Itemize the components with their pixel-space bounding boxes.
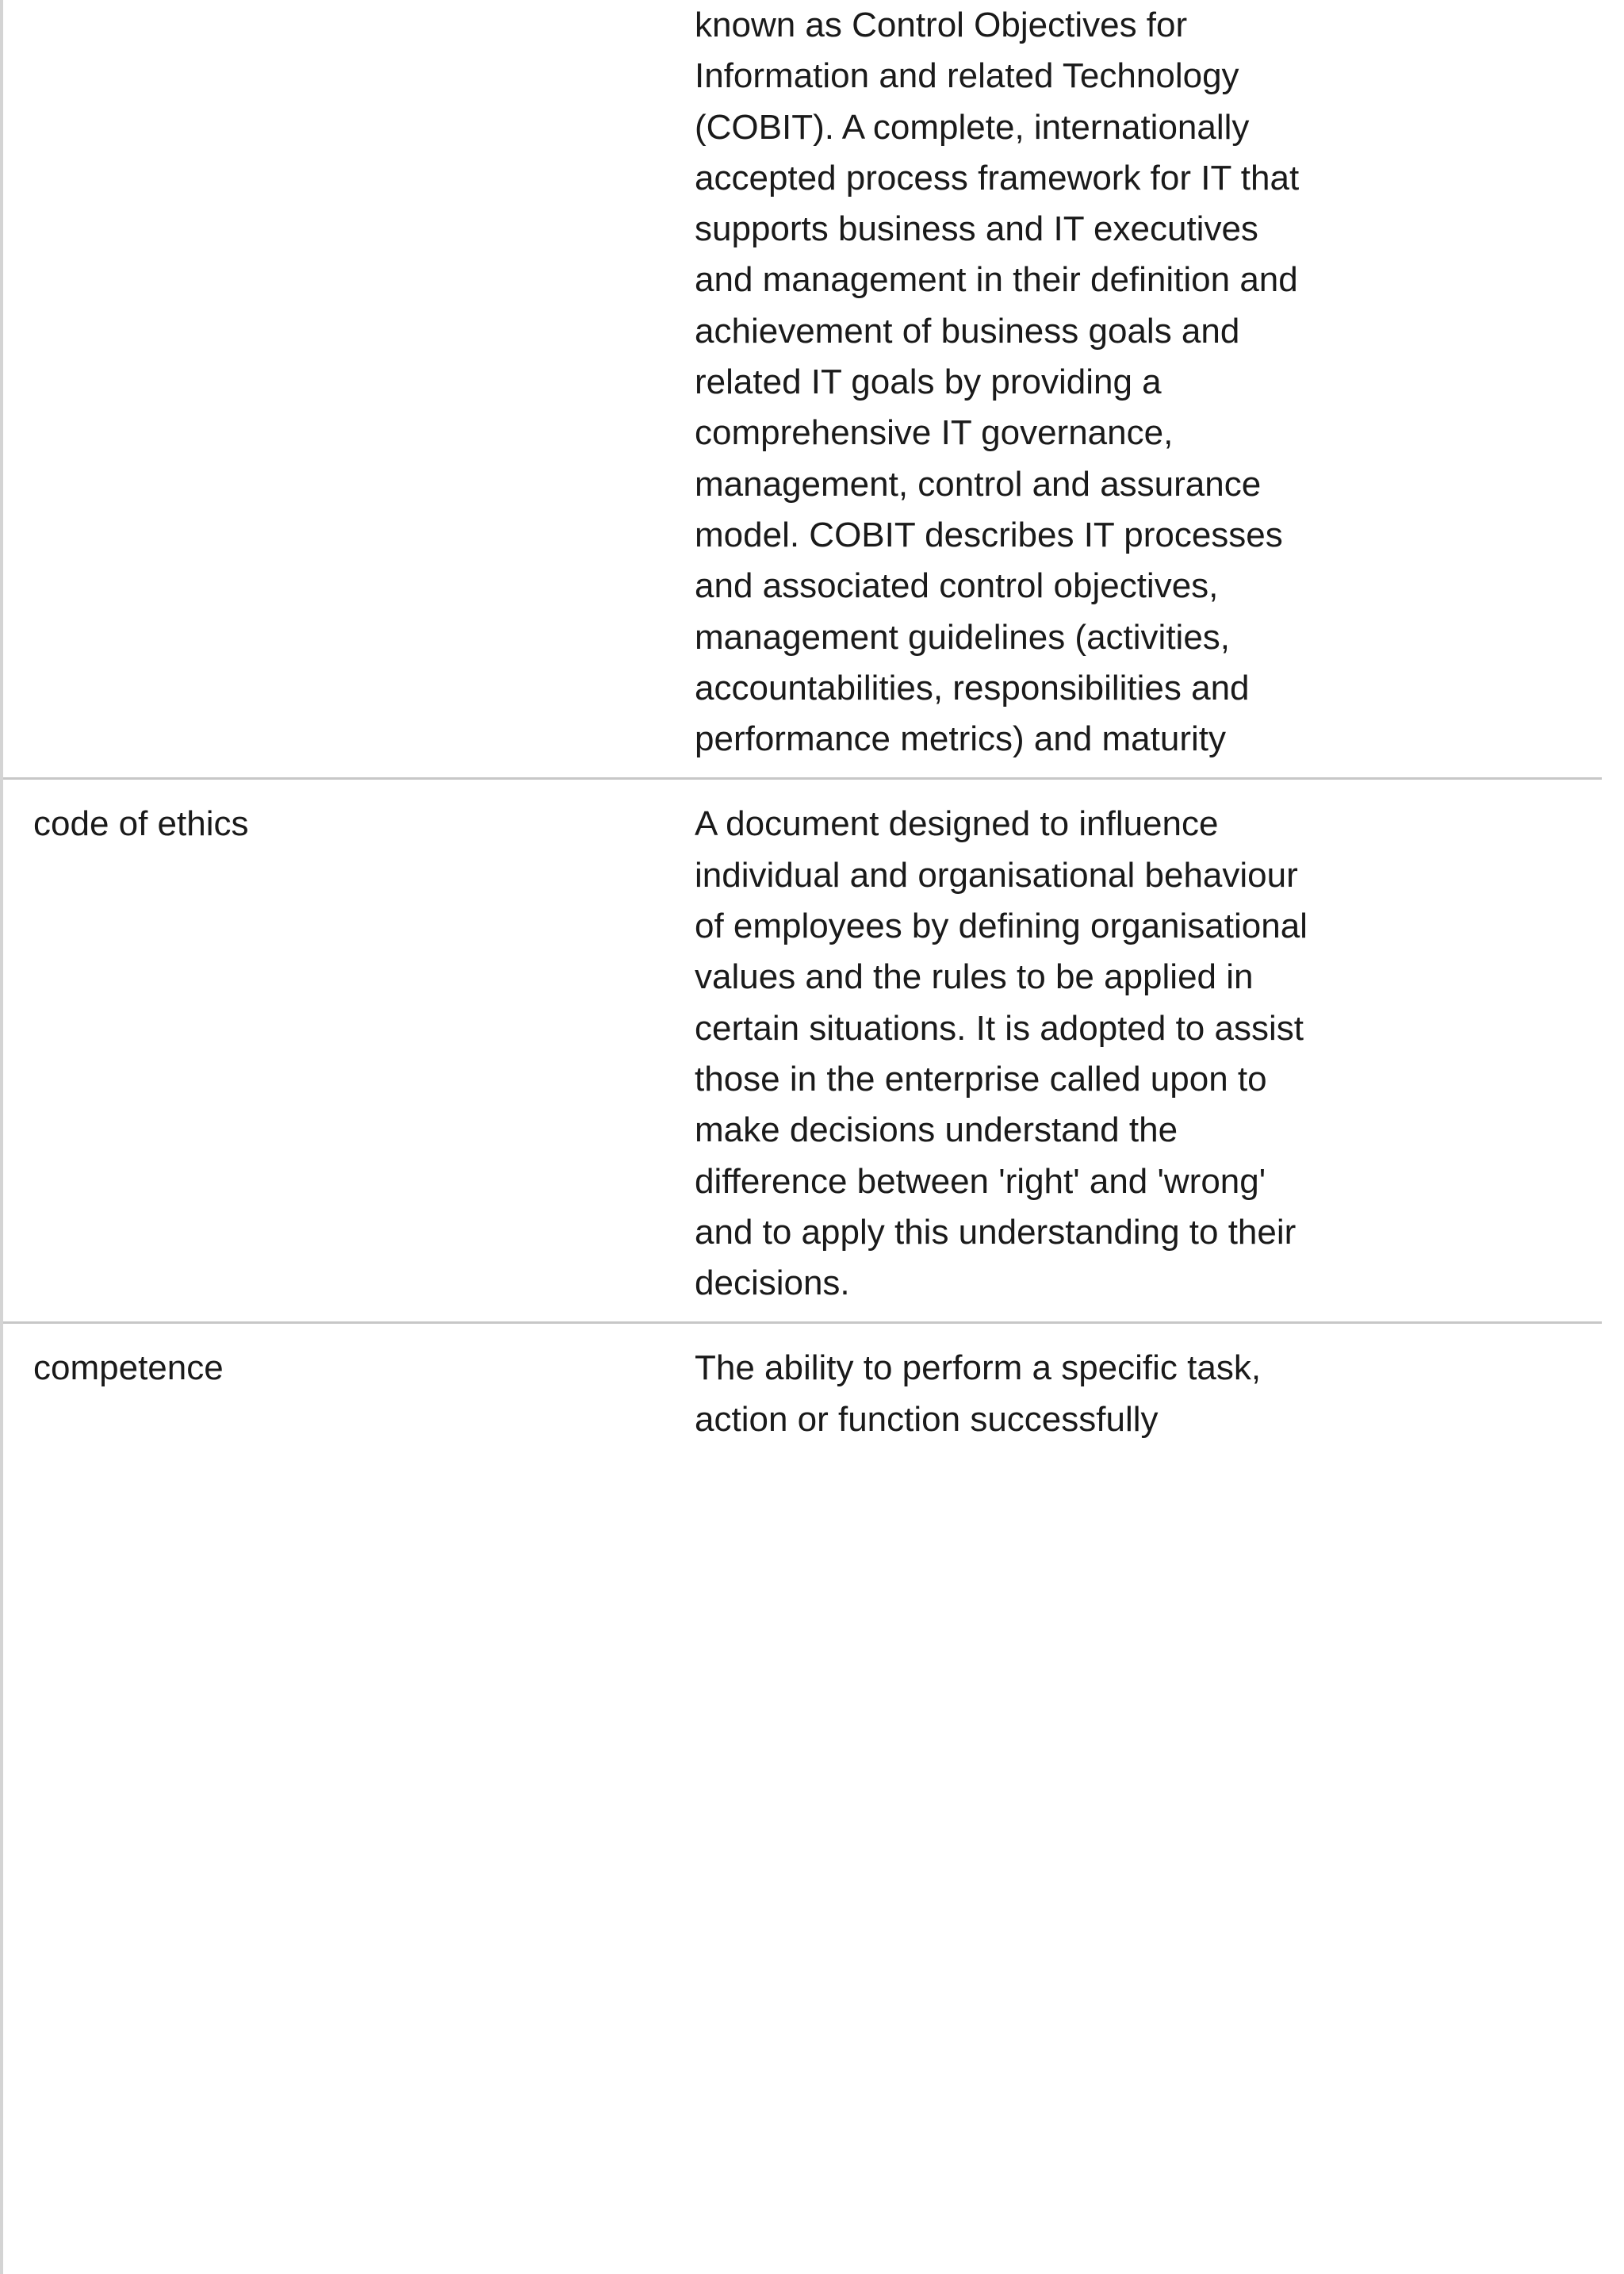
glossary-row-competence	[3, 1321, 1602, 1458]
glossary-definition: The ability to perform a specific task, action or function successfully	[695, 1348, 1262, 1439]
glossary-table	[3, 0, 1602, 1458]
glossary-definition: A document designed to influence individual and organisational behaviour of employees by defining organisational values and the rules to be applied in certain situations. It is adopted to assist those in the enterprise called upon to make decisions understand the difference between 'right' and 'wrong' and to apply this understanding to their decisions.	[695, 804, 1308, 1303]
glossary-definition: known as Control Objectives for Information and related Technology (COBIT). A complete, internationally accepted process framework for IT that supports business and IT executives and management in their definition and achievement of business goals and related IT goals by providing a comprehensive IT governance, management, control and assurance model. COBIT describes IT processes and associated control objectives, management guidelines (activities, accountabilities, responsibilities and performance metrics) and maturity	[695, 6, 1300, 759]
glossary-term: code of ethics	[33, 804, 249, 844]
glossary-row-cobit	[3, 0, 1602, 777]
glossary-row-code-of-ethics	[3, 777, 1602, 1321]
glossary-term: competence	[33, 1348, 224, 1388]
